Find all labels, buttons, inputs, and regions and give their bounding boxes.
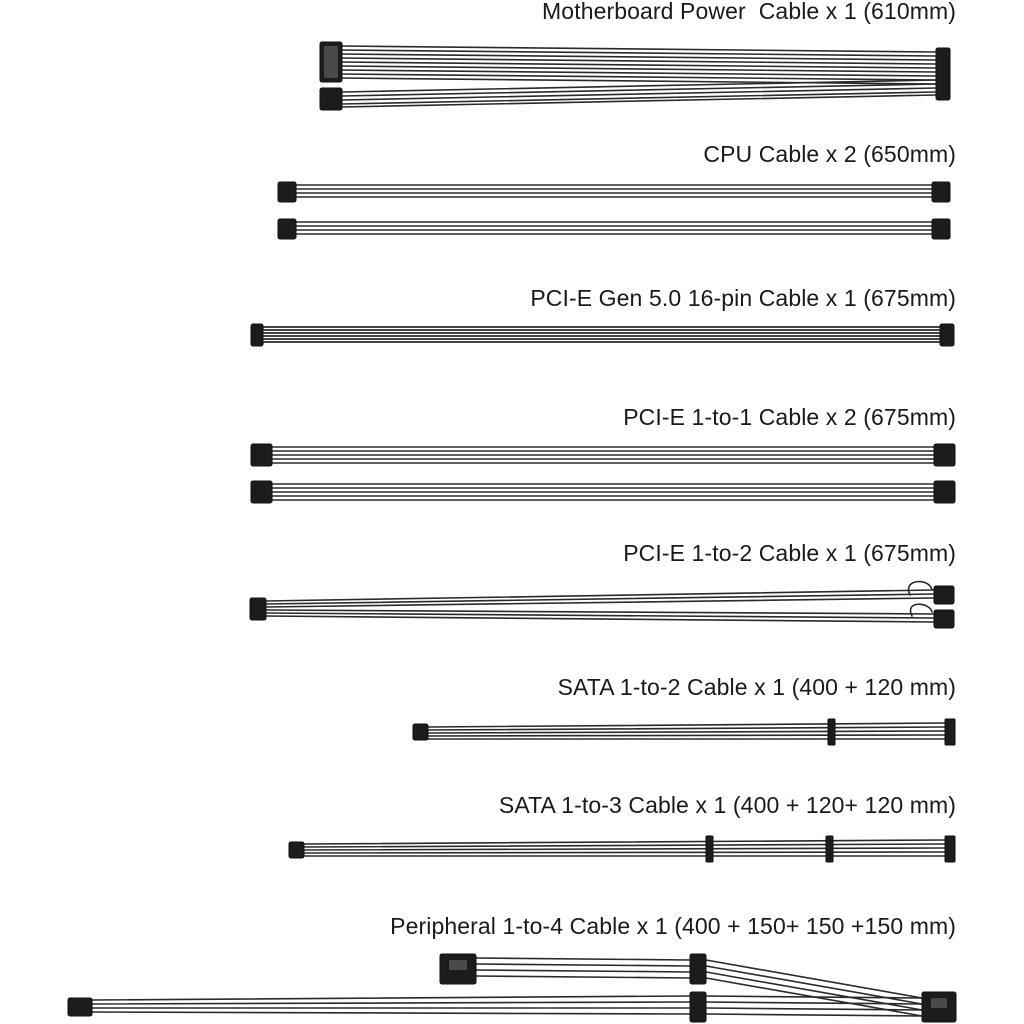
cpu-cable-2-image bbox=[296, 222, 932, 234]
sata-1to2-cable-image bbox=[428, 723, 945, 739]
pcie-1to2-cable-label: PCI-E 1-to-2 Cable x 1 (675mm) bbox=[623, 540, 956, 566]
cpu-cable-1-image bbox=[296, 185, 932, 197]
peripheral-1to4-cable-label: Peripheral 1-to-4 Cable x 1 (400 + 150+ 150 +150 mm) bbox=[390, 913, 956, 939]
motherboard-connector-4pin bbox=[320, 88, 342, 110]
pcie-16pin-cable-label: PCI-E Gen 5.0 16-pin Cable x 1 (675mm) bbox=[530, 285, 956, 311]
sata-1to2-cable-label: SATA 1-to-2 Cable x 1 (400 + 120 mm) bbox=[557, 674, 956, 700]
sata-1to3-connector-end bbox=[945, 836, 955, 862]
pcie-1to1-connector-1-right bbox=[934, 444, 955, 466]
peripheral-molex-3 bbox=[690, 992, 706, 1022]
cpu-connector-1-left bbox=[278, 182, 296, 202]
sata-1to3-cable-label: SATA 1-to-3 Cable x 1 (400 + 120+ 120 mm) bbox=[498, 792, 956, 818]
pcie-1to1-connector-2-left bbox=[251, 481, 272, 503]
pcie-16pin-cable-image bbox=[262, 327, 940, 342]
cpu-cable-label: CPU Cable x 2 (650mm) bbox=[703, 141, 956, 167]
peripheral-molex-2 bbox=[690, 954, 706, 984]
pcie-1to1-cable-2-image bbox=[272, 484, 934, 500]
cpu-connector-1-right bbox=[932, 182, 950, 202]
peripheral-connector-psu bbox=[68, 998, 92, 1016]
sata-1to3-connector-psu bbox=[289, 842, 304, 858]
pcie-1to2-cable-image bbox=[266, 582, 934, 622]
cpu-connector-2-left bbox=[278, 219, 296, 239]
cpu-connector-2-right bbox=[932, 219, 950, 239]
peripheral-1to4-cable-image bbox=[92, 958, 922, 1016]
sata-1to2-connector-end bbox=[945, 719, 955, 745]
pcie-1to1-connector-1-left bbox=[251, 444, 272, 466]
pcie-1to1-connector-2-right bbox=[934, 481, 955, 503]
sata-1to3-cable-image bbox=[304, 840, 945, 856]
sata-1to2-connector-mid bbox=[828, 719, 835, 745]
pcie-1to1-cable-1-image bbox=[272, 447, 934, 463]
sata-1to3-connector-mid-1 bbox=[706, 836, 713, 862]
pcie-1to2-connector-right-2 bbox=[934, 610, 954, 628]
pcie-16pin-connector-left bbox=[251, 324, 263, 346]
sata-1to2-connector-psu bbox=[413, 724, 428, 740]
motherboard-cable-label: Motherboard Power Cable x 1 (610mm) bbox=[542, 0, 956, 24]
motherboard-connector-psu-end bbox=[936, 48, 950, 100]
pcie-1to1-cable-label: PCI-E 1-to-1 Cable x 2 (675mm) bbox=[623, 404, 956, 430]
pcie-1to2-connector-right-1 bbox=[934, 586, 954, 604]
pcie-1to2-connector-left bbox=[250, 598, 266, 620]
pcie-16pin-connector-right bbox=[940, 324, 954, 346]
motherboard-cable-image bbox=[342, 46, 936, 107]
sata-1to3-connector-mid-2 bbox=[826, 836, 833, 862]
